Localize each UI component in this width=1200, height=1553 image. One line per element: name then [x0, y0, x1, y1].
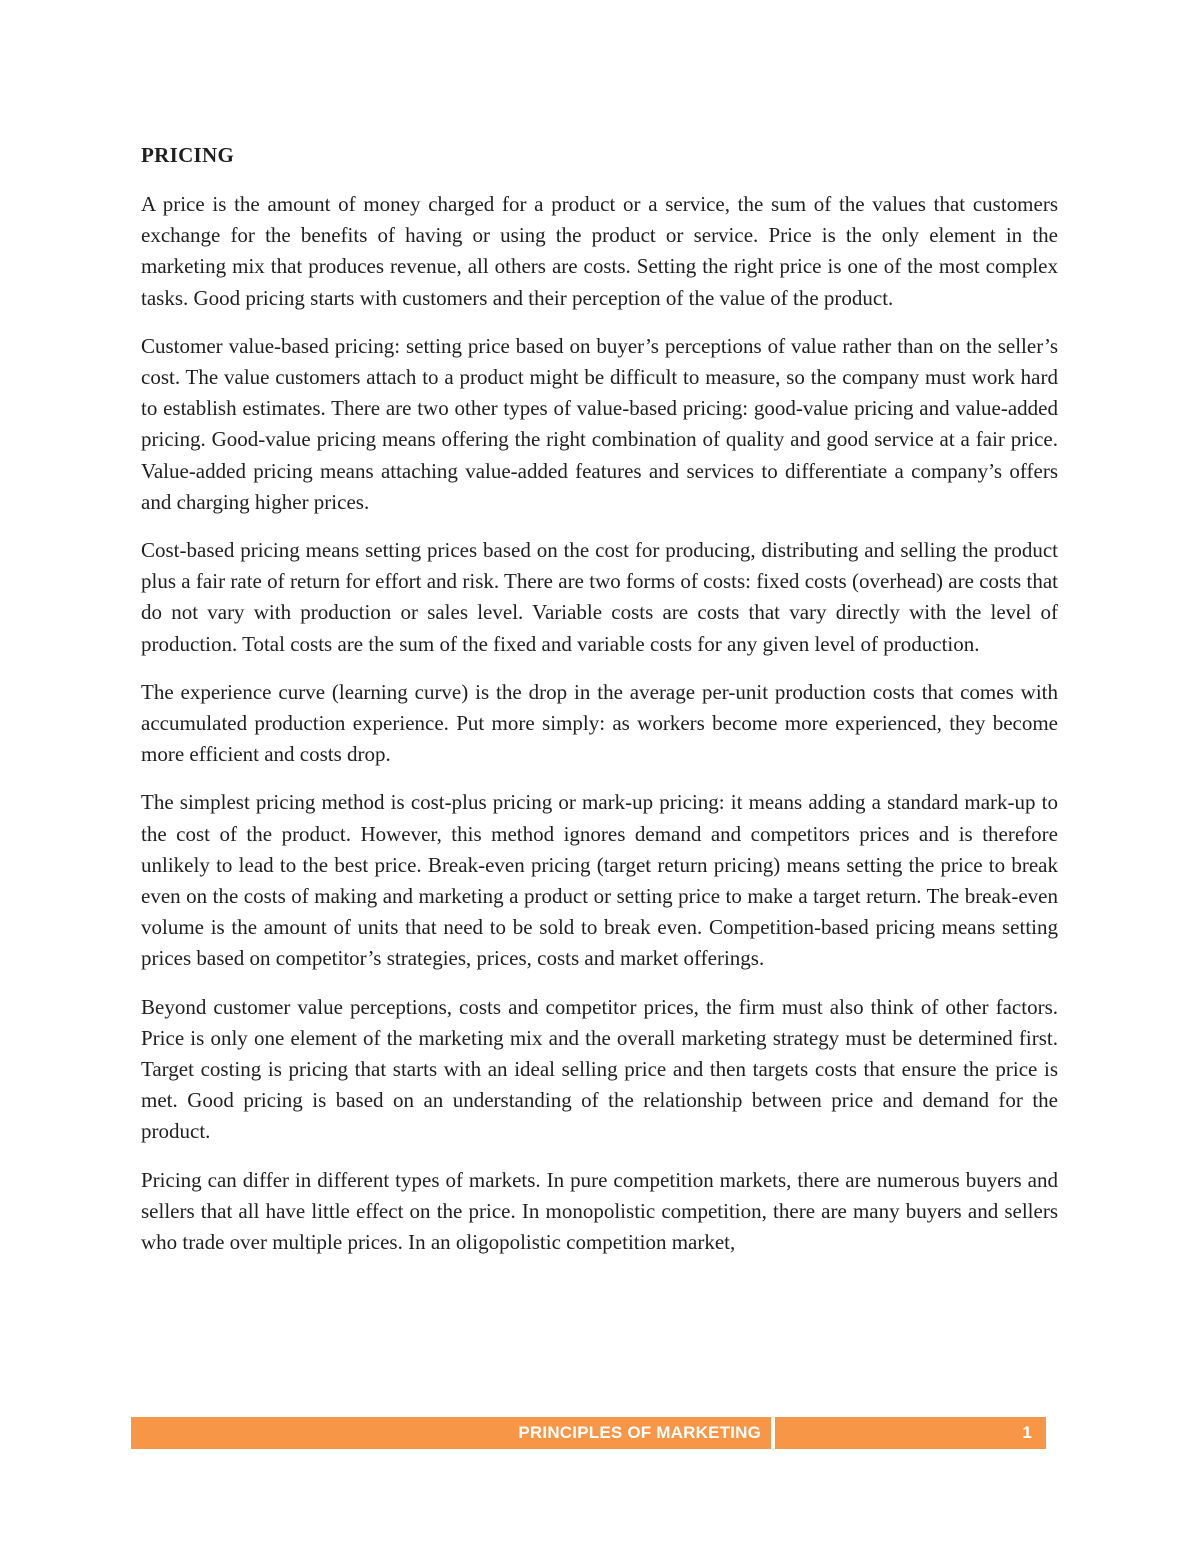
page-number: 1: [1022, 1423, 1032, 1442]
paragraph-other-factors: Beyond customer value perceptions, costs and competitor prices, the firm must also think of other factors. Price is only one element of the marketing mix and the overall marketing strategy must be determined first. Target costing is pricing that starts with an ideal selling price and then targets costs that ensure the price is met. Good pricing is based on an understanding of the relationship between price and demand for the product.: [141, 994, 1058, 1144]
page-content: [141, 140, 1058, 1275]
paragraph-value-based-pricing: Customer value-based pricing: setting price based on buyer’s perceptions of value rather than on the seller’s cost. The value customers attach to a product might be difficult to measure, so the company must work hard to establish estimates. There are two other types of value-based pricing: good-value pricing and value-added pricing. Good-value pricing means offering the right combination of quality and good service at a fair price. Value-added pricing means attaching value-added features and services to differentiate a company’s offers and charging higher prices.: [141, 333, 1058, 514]
footer-title-band: [131, 1417, 771, 1449]
footer-title: PRINCIPLES OF MARKETING: [518, 1423, 761, 1442]
page-footer: [131, 1417, 1046, 1449]
paragraph-experience-curve: The experience curve (learning curve) is the drop in the average per-unit production costs that comes with accumulated production experience. Put more simply: as workers become more experienced, they become more efficient and costs drop.: [141, 679, 1058, 767]
paragraph-cost-based-pricing: Cost-based pricing means setting prices based on the cost for producing, distributing and selling the product plus a fair rate of return for effort and risk. There are two forms of costs: fixed costs (overhead) are costs that do not vary with production or sales level. Variable costs are costs that vary directly with the level of production. Total costs are the sum of the fixed and variable costs for any given level of production.: [141, 538, 1058, 656]
footer-page-band: [775, 1417, 1046, 1449]
paragraph-intro: A price is the amount of money charged for a product or a service, the sum of the values that customers exchange for the benefits of having or using the product or service. Price is the only element in the marketing mix that produces revenue, all others are costs. Setting the right price is one of the most complex tasks. Good pricing starts with customers and their perception of the value of the product.: [141, 192, 1058, 310]
section-heading: PRICING: [141, 143, 235, 167]
paragraph-cost-plus-pricing: The simplest pricing method is cost-plus pricing or mark-up pricing: it means adding a standard mark-up to the cost of the product. However, this method ignores demand and competitors prices and is therefore unlikely to lead to the best price. Break-even pricing (target return pricing) means setting the price to break even on the costs of making and marketing a product or setting price to make a target return. The break-even volume is the amount of units that need to be sold to break even. Competition-based pricing means setting prices based on competitor’s strategies, prices, costs and market offerings.: [141, 790, 1058, 971]
paragraph-market-types: Pricing can differ in different types of markets. In pure competition markets, there are numerous buyers and sellers that all have little effect on the price. In monopolistic competition, there are many buyers and sellers who trade over multiple prices. In an oligopolistic competition market,: [141, 1167, 1058, 1255]
